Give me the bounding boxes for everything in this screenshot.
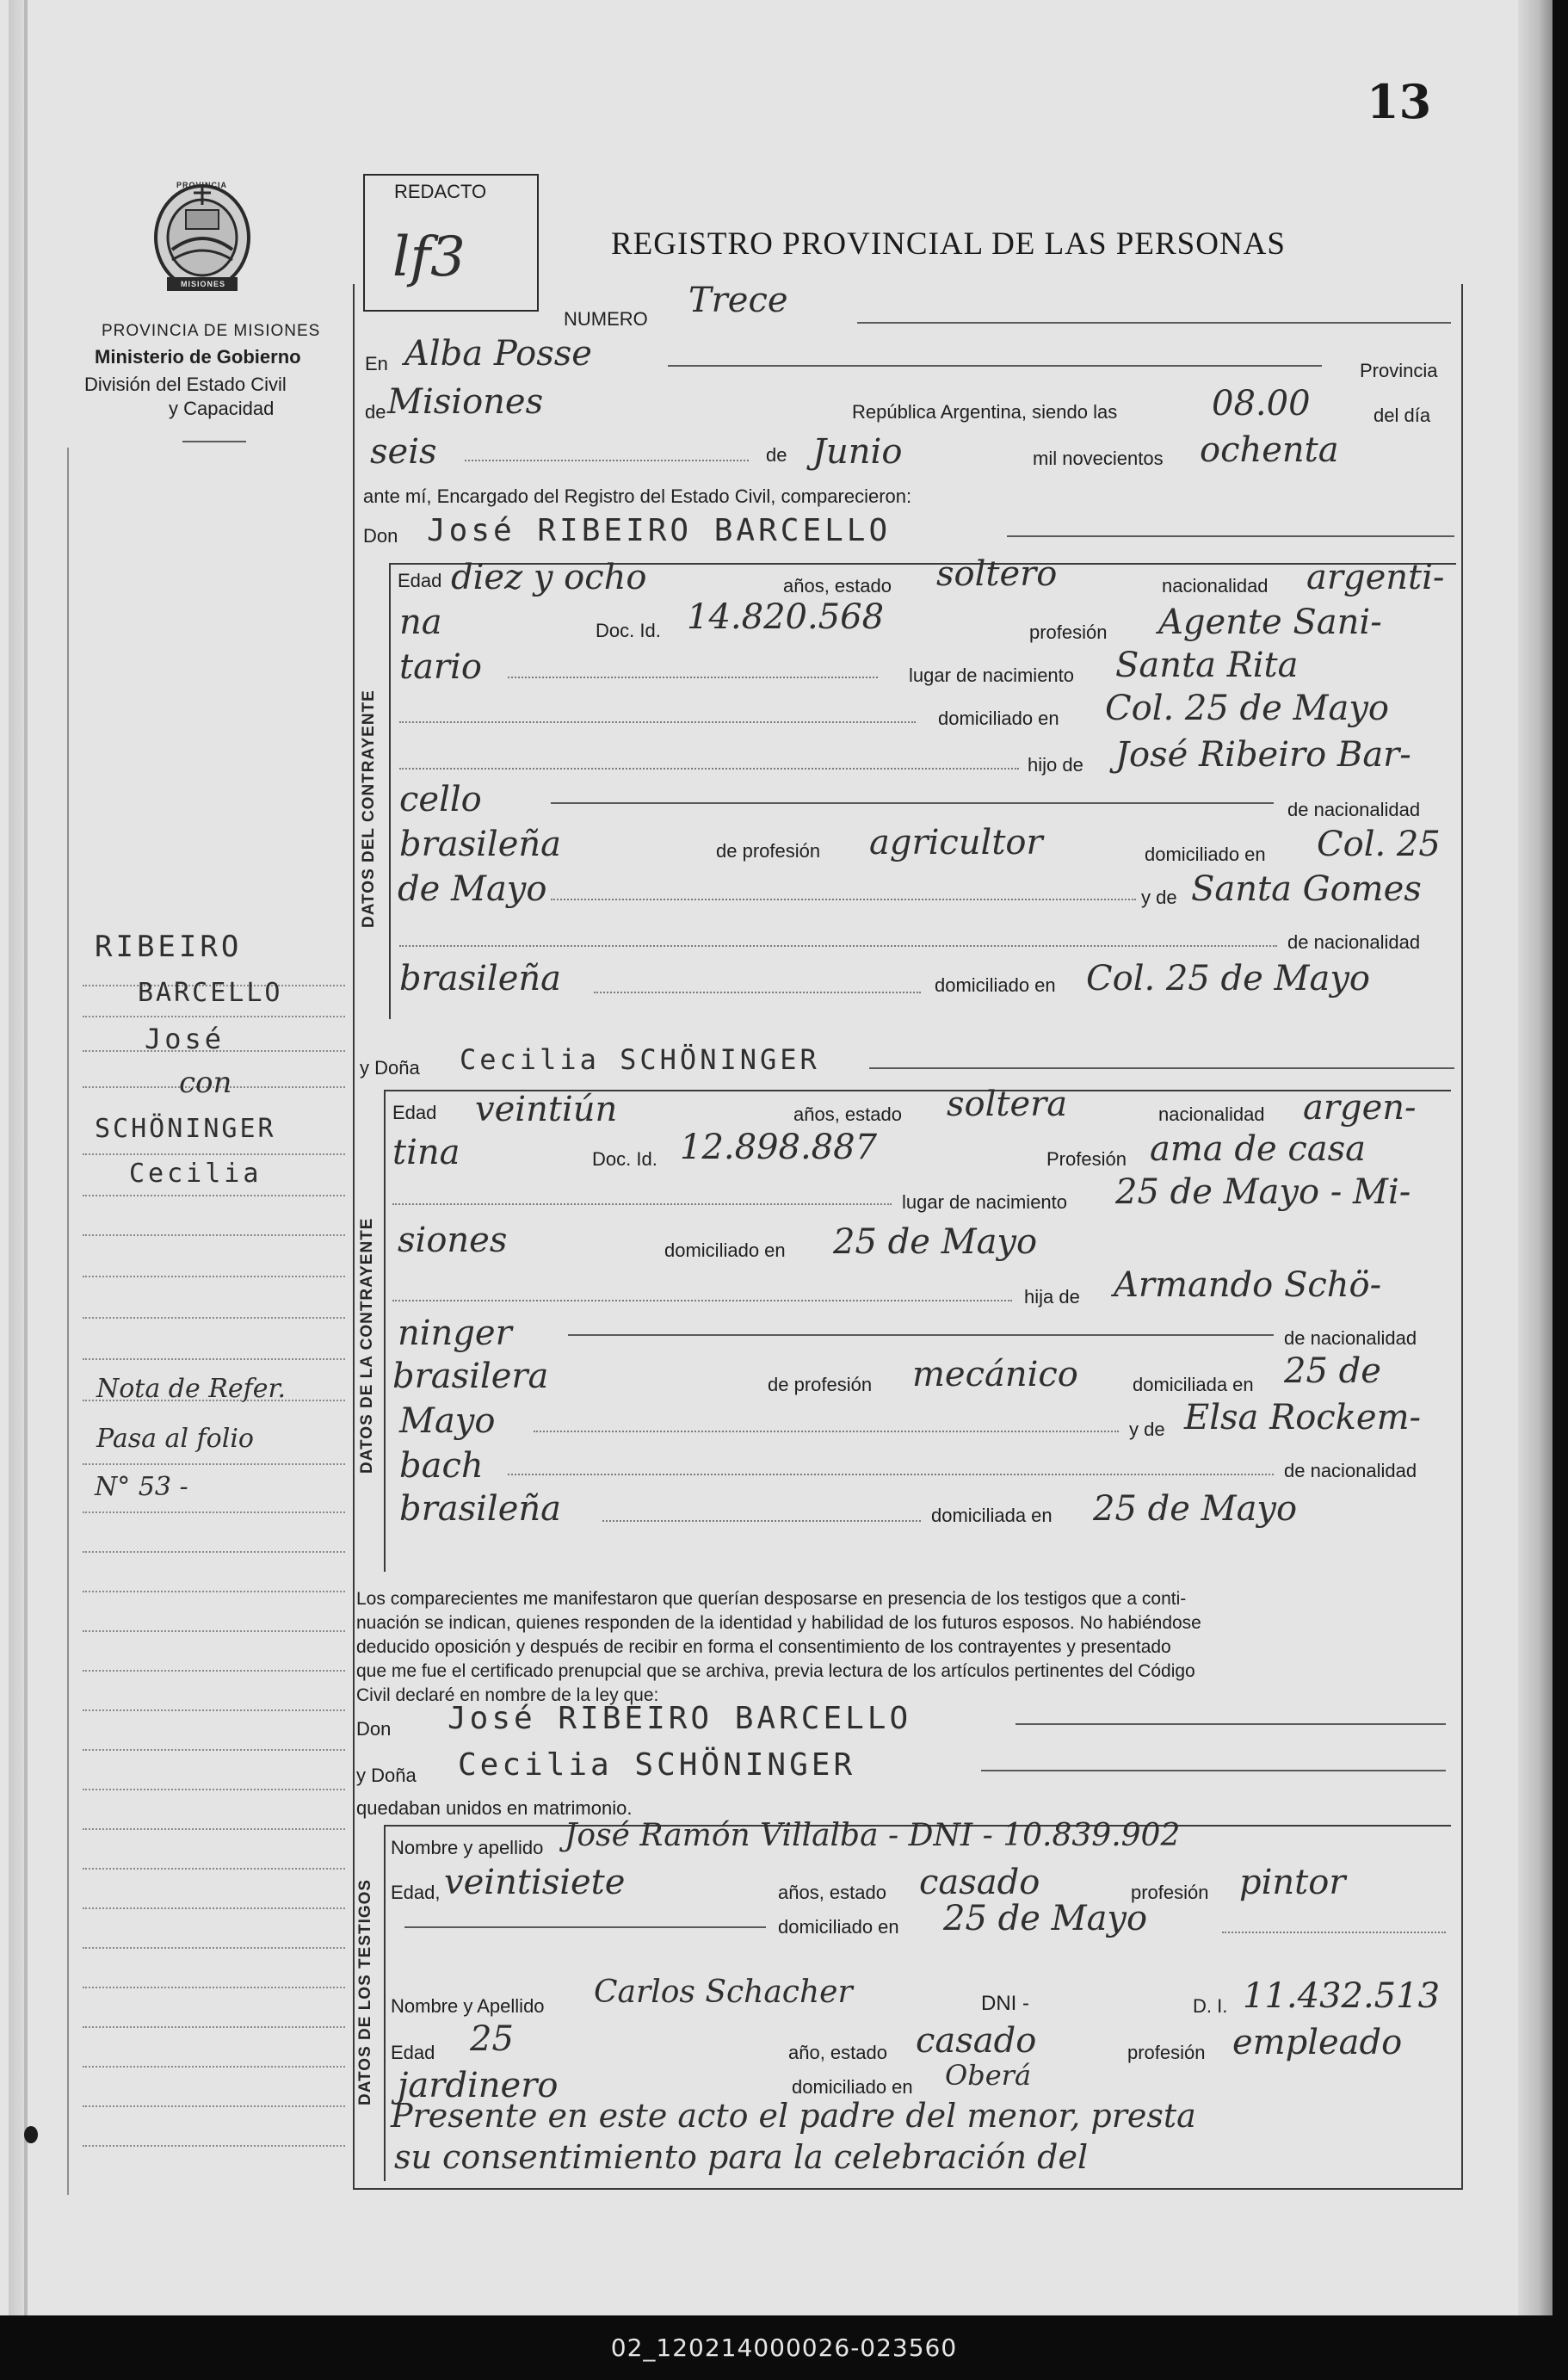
margin-rule [67,448,69,2195]
margin-rule-15 [83,1591,345,1592]
bride-nacionalidad-label: nacionalidad [1158,1103,1265,1125]
ante-mi-label: ante mí, Encargado del Registro del Estado Civil, comparecieron: [363,485,912,507]
margin-rule-29 [83,2145,345,2147]
witness1-civil-status: casado [919,1863,1040,1902]
margin-rule-10 [83,1358,345,1360]
y-de-label: y de [1141,887,1177,908]
margin-rule-14 [83,1551,345,1553]
margin-note-3: N° 53 - [95,1472,188,1502]
bride-y-de-label: y de [1129,1419,1165,1440]
en-label: En [365,353,388,374]
groom-profession-2: tario [399,647,482,687]
anios-label: años, estado [783,575,892,597]
numero-label: NUMERO [564,308,648,330]
redacto-initials: lf3 [392,226,466,289]
witness2-document: 11.432.513 [1243,1976,1441,2016]
frame-left-line [353,284,355,2190]
witness2-name: Carlos Schacher [594,1975,853,2010]
hija-rule-left [392,1300,1012,1301]
groom-profession-1: Agente Sani- [1158,603,1382,642]
father-rule [551,802,1274,804]
groom-name: José RIBEIRO BARCELLO [427,513,892,548]
margin-rule-9 [83,1317,345,1319]
mother-nat-rule [594,992,921,993]
groom-mother: Santa Gomes [1191,869,1422,909]
margin-given-1: José [145,1023,225,1055]
bride-doc-label: Doc. Id. [592,1148,657,1170]
binding-edge [24,0,28,2315]
republica-label: República Argentina, siendo las [852,401,1118,423]
witness2-civil-status: casado [916,2021,1037,2061]
province-heading: PROVINCIA DE MISIONES [102,322,321,340]
place-value: Alba Posse [404,334,592,374]
bride-edad-label: Edad [392,1102,437,1123]
de2-label: de [766,444,787,466]
margin-note-2: Pasa al folio [96,1424,254,1454]
margin-rule-17 [83,1670,345,1672]
witness1-name: José Ramón Villalba - DNI - 10.839.902 [565,1818,1181,1853]
bride-mother-rule [508,1474,1274,1475]
prof-rule [508,677,878,678]
groom-name-rule [1007,535,1454,537]
de-label: de [365,401,386,423]
province-value: Misiones [387,382,544,422]
numero-rule [857,322,1451,324]
bride-nationality-2: tina [392,1133,460,1172]
groom-father-address-1: Col. 25 [1317,825,1441,864]
groom-father-1: José Ribeiro Bar- [1115,735,1411,775]
contrayenta-bracket [384,1090,386,1572]
month-value: Junio [812,432,903,472]
groom-father-2: cello [399,780,482,819]
margin-rule-6 [83,1195,345,1196]
bride-mother-address: 25 de Mayo [1093,1489,1298,1529]
bride-address: 25 de Mayo [833,1222,1038,1262]
nacionalidad-label: nacionalidad [1162,575,1269,597]
place-rule [668,365,1322,367]
hija-label: hija de [1024,1286,1080,1307]
ministry-heading: Ministerio de Gobierno [95,346,301,368]
decl-groom-rule [1015,1723,1446,1725]
bride-mother-1: Elsa Rockem- [1184,1398,1422,1437]
page-right-edge [1518,0,1553,2315]
bride-name: Cecilia SCHÖNINGER [460,1043,820,1076]
declaration-line-3: deducido oposición y después de recibir en forma el consentimiento de los contrayentes y presentado [356,1637,1171,1657]
margin-rule-7 [83,1234,345,1236]
bride-lugar-rule [392,1203,892,1205]
witness2-domiciliado-label: domiciliado en [792,2076,913,2098]
witness1-anios-label: años, estado [778,1882,886,1903]
bride-father-address-2: Mayo [399,1401,496,1441]
de-profesion-label: de profesión [716,840,821,862]
decl-don-label: Don [356,1718,392,1740]
margin-rule-21 [83,1828,345,1830]
testigos-bracket [384,1825,386,2181]
domiciliado-label: domiciliado en [938,708,1059,729]
decl-bride-rule [981,1770,1446,1771]
witness2-profession-a: empleado [1232,2023,1403,2062]
bride-father-2: ninger [398,1314,512,1353]
margin-rule-23 [83,1907,345,1909]
groom-nationality-1: argenti- [1306,558,1445,597]
profesion-label: profesión [1029,621,1108,643]
groom-mother-nationality: brasileña [399,959,561,998]
margin-rule-25 [83,1987,345,1988]
witness2-age: 25 [470,2019,514,2059]
witness1-dom-rule-left [404,1926,766,1928]
margin-rule-28 [83,2105,345,2107]
bride-birthplace-1: 25 de Mayo - Mi- [1115,1172,1411,1212]
groom-age: diez y ocho [451,558,647,597]
witness1-age: veintisiete [444,1863,626,1902]
contrayenta-section-label: DATOS DE LA CONTRAYENTE [358,1217,376,1474]
witness2-nombre-label: Nombre y Apellido [391,1995,545,2017]
bride-civil-status: soltera [947,1085,1068,1124]
bride-name-rule [869,1067,1454,1069]
margin-rule-27 [83,2066,345,2068]
note-line-2: su consentimiento para la celebración del [394,2138,1089,2176]
witness2-di-label: D. I. [1193,1995,1228,2017]
witness1-address: 25 de Mayo [943,1899,1148,1938]
declaration-line-1: Los comparecientes me manifestaron que querían desposarse en presencia de los testigos que a conti- [356,1589,1187,1609]
margin-rule-13 [83,1511,345,1513]
doc-label: Doc. Id. [596,620,661,641]
witness2-edad-label: Edad [391,2042,435,2063]
margin-rule-2 [83,1016,345,1017]
de-nacionalidad-2-label: de nacionalidad [1287,931,1421,953]
bride-father-address-1: 25 de [1284,1351,1381,1391]
bride-lugar-label: lugar de nacimiento [902,1191,1068,1213]
groom-father-address-2: de Mayo [398,869,547,909]
mil-label: mil novecientos [1033,448,1164,469]
margin-rule-26 [83,2026,345,2028]
testigos-section-label: DATOS DE LOS TESTIGOS [356,1878,374,2105]
act-number-value: Trece [688,281,788,320]
lugar-label: lugar de nacimiento [909,665,1075,686]
declaration-line-2: nuación se indican, quienes responden de la identidad y habilidad de los futuros esposos. No habiéndose [356,1613,1201,1633]
bride-profession: ama de casa [1150,1129,1366,1169]
hijo-label: hijo de [1028,754,1083,776]
margin-surname-1: RIBEIRO [95,930,243,964]
declaration-line-4: que me fue el certificado prenupcial que se archiva, previa lectura de los artículos pertinentes del Código [356,1661,1195,1681]
del-dia-label: del día [1374,405,1431,426]
witness2-dni: DNI - [981,1992,1029,2015]
province-crest-icon [146,176,258,294]
bride-mother-nat-rule [602,1520,921,1522]
dona-label: y Doña [360,1057,420,1079]
groom-civil-status: soltero [936,554,1058,594]
groom-father-nationality: brasileña [399,825,561,864]
scan-id: 02_120214000026-023560 [610,2334,958,2362]
witness1-edad-label: Edad, [391,1882,441,1903]
margin-rule-12 [83,1463,345,1465]
margin-rule-24 [83,1947,345,1949]
frame-right-line [1461,284,1463,2190]
padre-domiciliado-label: domiciliado en [1145,844,1266,865]
witness1-nombre-label: Nombre y apellido [391,1837,544,1858]
witness2-profesion-label: profesión [1127,2042,1206,2063]
page-number: 13 [1367,74,1432,129]
groom-mother-address: Col. 25 de Mayo [1086,959,1370,998]
hour-value: 08.00 [1212,384,1311,423]
de-nacionalidad-label: de nacionalidad [1287,799,1421,820]
hijo-rule-left [399,768,1019,770]
provincia-label: Provincia [1360,360,1438,381]
heading-rule [182,441,246,442]
crest-label-bottom: MISIONES [181,280,226,288]
bride-age: veintiún [475,1090,618,1129]
bride-de-nacionalidad-label: de nacionalidad [1284,1327,1417,1349]
ydef-rule [551,899,1136,900]
capacity-heading: y Capacidad [169,398,275,419]
declaration-line-5: Civil declaré en nombre de la ley que: [356,1685,659,1705]
margin-con: con [179,1066,232,1100]
witness1-profession: pintor [1239,1863,1346,1902]
groom-nationality-2: na [399,603,442,642]
decl-bride: Cecilia SCHÖNINGER [458,1747,856,1783]
witness2-anio-label: año, estado [788,2042,887,2063]
bride-father-rule [568,1334,1274,1336]
bride-birthplace-2: siones [398,1221,508,1260]
margin-rule-18 [83,1709,345,1711]
bride-father-profession: mecánico [912,1355,1078,1394]
groom-address: Col. 25 de Mayo [1105,689,1389,728]
bride-padre-domiciliada-label: domiciliada en [1133,1374,1254,1395]
witness2-profession-b: jardinero [398,2066,559,2105]
don-label: Don [363,525,398,547]
contrayente-section-label: DATOS DEL CONTRAYENTE [360,689,378,928]
division-heading: División del Estado Civil [84,374,287,395]
decl-groom: José RIBEIRO BARCELLO [448,1701,912,1736]
dom-rule-left [399,721,916,723]
bride-domiciliado-label: domiciliado en [664,1239,786,1261]
groom-father-profession: agricultor [869,823,1043,862]
redacto-label: REDACTO [394,181,487,202]
bride-father-1: Armando Schö- [1114,1265,1382,1305]
bride-de-nacionalidad-2-label: de nacionalidad [1284,1460,1417,1481]
bride-de-profesion-label: de profesión [768,1374,873,1395]
margin-rule-20 [83,1789,345,1790]
decl-dona-label: y Doña [356,1765,417,1786]
groom-birthplace: Santa Rita [1115,646,1299,685]
bride-madre-domiciliada-label: domiciliada en [931,1505,1053,1526]
margin-note-1: Nota de Refer. [96,1374,287,1404]
binding-hole [24,2126,38,2143]
margin-surname-3: SCHÖNINGER [95,1114,276,1144]
margin-rule-19 [83,1749,345,1751]
note-line-1: Presente en este acto el padre del menor, presta [391,2097,1196,2135]
year-value: ochenta [1200,430,1339,470]
crest-label-top: PROVINCIA [176,181,228,189]
witness1-profesion-label: profesión [1131,1882,1209,1903]
bride-mother-nationality: brasileña [399,1489,561,1529]
frame-bottom-line [353,2188,1463,2190]
day-value: seis [370,432,437,472]
witness2-address: Oberá [945,2059,1032,2092]
unidos-label: quedaban unidos en matrimonio. [356,1797,633,1819]
margin-surname-2: BARCELLO [138,978,283,1008]
margin-rule-16 [83,1630,345,1632]
margin-rule-5 [83,1153,345,1155]
witness1-dom-rule-right [1222,1932,1446,1933]
bride-father-nationality: brasilera [392,1357,549,1396]
bride-ydef-rule [534,1431,1119,1432]
mother-rule [399,945,1277,947]
margin-rule-8 [83,1276,345,1277]
bride-document: 12.898.887 [680,1128,878,1167]
register-title: REGISTRO PROVINCIAL DE LAS PERSONAS [611,226,1286,262]
bride-anios-label: años, estado [793,1103,902,1125]
bride-profesion-label: Profesión [1046,1148,1127,1170]
margin-rule-22 [83,1868,345,1870]
groom-document: 14.820.568 [687,597,885,637]
scan-footer [0,2315,1568,2380]
contrayente-bracket [389,563,391,1019]
madre-domiciliado-label: domiciliado en [935,974,1056,996]
day-rule [465,460,749,461]
bride-nationality-1: argen- [1303,1088,1417,1128]
bride-mother-2: bach [399,1446,484,1486]
witness1-domiciliado-label: domiciliado en [778,1916,899,1938]
margin-given-2: Cecilia [129,1159,262,1189]
edad-label: Edad [398,570,442,591]
